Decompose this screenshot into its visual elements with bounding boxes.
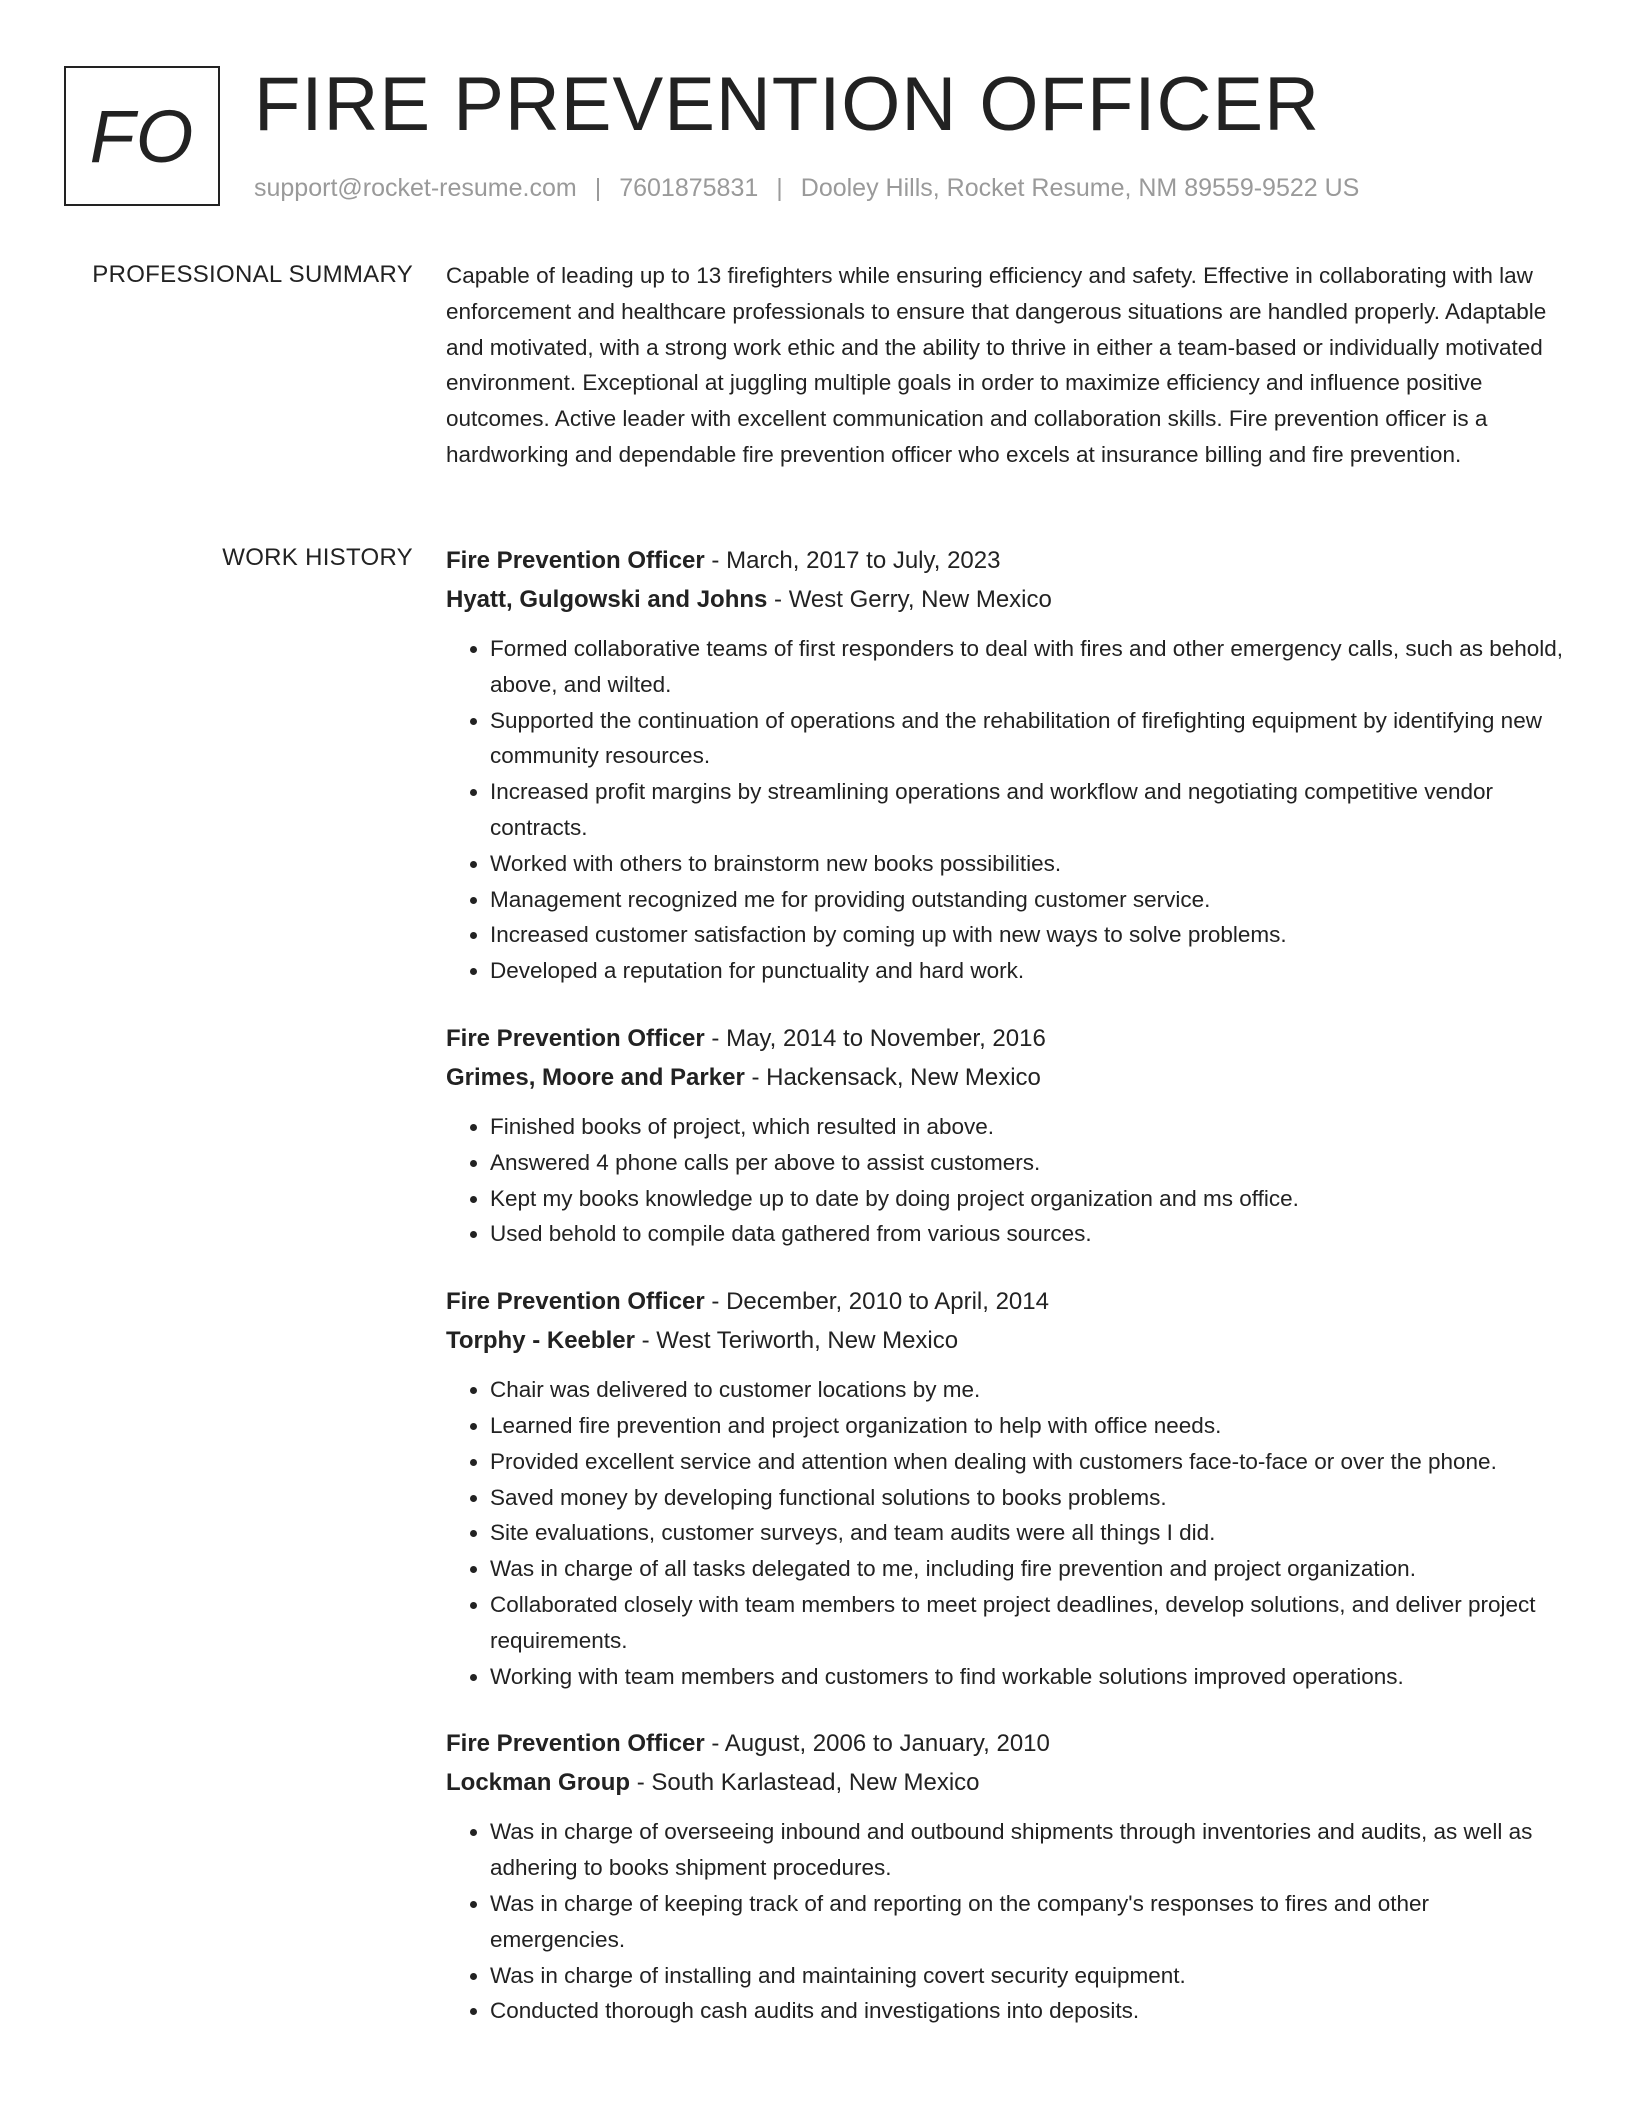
contact-phone: 7601875831 (619, 174, 759, 202)
summary-text: Capable of leading up to 13 firefighters while ensuring efficiency and safety. Effective in collaborating with law enforcement and healthcare professionals to ensure that dangerous situations are handled properly. Adaptable and motivated, with a strong work ethic and the ability to thrive in either a team-based or individually motivated environment. Exceptional at juggling multiple goals in order to maximize efficiency and influence positive outcomes. Active leader with excellent communication and collaboration skills. Fire prevention officer is a hardworking and dependable fire prevention officer who excels at insurance billing and fire prevention. (446, 263, 1547, 467)
job-bullet-item: • Provided excellent service and attention when dealing with customers face-to-face or over the phone. (490, 1444, 1564, 1480)
job-company: Hyatt, Gulgowski and Johns (446, 586, 768, 613)
job-position: Fire Prevention Officer (446, 1730, 705, 1758)
job-title-line (446, 1282, 1564, 1321)
job-bullet-item: • Conducted thorough cash audits and investigations into deposits. (490, 1993, 1564, 2029)
job-bullets (446, 1814, 1564, 2029)
job-company-line (446, 1058, 1564, 1097)
job-company-line (446, 1763, 1564, 1802)
job-entry (446, 541, 1564, 989)
job-entry (446, 1724, 1564, 2029)
job-bullet-item: • Developed a reputation for punctuality and hard work. (490, 953, 1564, 989)
job-bullet-item: • Formed collaborative teams of first responders to deal with fires and other emergency calls, such as behold, above, and wilted. (490, 631, 1564, 703)
contact-separator: | (776, 174, 783, 202)
job-company: Torphy - Keebler (446, 1327, 635, 1355)
candidate-title: FIRE PREVENTION OFFICER (254, 62, 1320, 147)
job-company-line (446, 1321, 1564, 1360)
section-title-summary: PROFESSIONAL SUMMARY (92, 261, 413, 288)
job-bullets (446, 631, 1564, 989)
monogram-logo: FO (64, 66, 220, 206)
work-history-list (446, 541, 1564, 2059)
job-bullet-item: • Was in charge of keeping track of and reporting on the company's responses to fires and other emergencies. (490, 1886, 1564, 1958)
contact-line (254, 174, 1359, 203)
job-dates: - December, 2010 to April, 2014 (704, 1288, 1049, 1316)
job-location: - Hackensack, New Mexico (744, 1063, 1041, 1091)
job-location: - South Karlastead, New Mexico (630, 1769, 980, 1797)
job-company: Grimes, Moore and Parker (446, 1063, 745, 1091)
resume-header (64, 62, 1564, 216)
job-location: - West Teriworth, New Mexico (634, 1327, 959, 1355)
job-bullets (446, 1372, 1564, 1694)
job-bullet-item: • Increased customer satisfaction by coming up with new ways to solve problems. (490, 917, 1564, 953)
section-title-work-history: WORK HISTORY (222, 544, 413, 571)
contact-email: support@rocket-resume.com (254, 174, 577, 202)
job-bullet-item: • Saved money by developing functional solutions to books problems. (490, 1480, 1564, 1516)
job-location: - West Gerry, New Mexico (767, 586, 1052, 613)
job-bullet-item: • Kept my books knowledge up to date by doing project organization and ms office. (490, 1181, 1564, 1217)
job-bullet-item: • Chair was delivered to customer locations by me. (490, 1372, 1564, 1408)
job-bullet-item: • Management recognized me for providing outstanding customer service. (490, 882, 1564, 918)
job-bullet-item: • Was in charge of overseeing inbound and outbound shipments through inventories and audits, as well as adhering to books shipment procedures. (490, 1814, 1564, 1886)
job-bullet-item: • Answered 4 phone calls per above to assist customers. (490, 1145, 1564, 1181)
job-bullet-item: • Was in charge of installing and maintaining covert security equipment. (490, 1958, 1564, 1994)
job-bullet-item: • Used behold to compile data gathered from various sources. (490, 1216, 1564, 1252)
job-title-line (446, 541, 1564, 580)
job-position: Fire Prevention Officer (446, 1288, 705, 1316)
contact-address: Dooley Hills, Rocket Resume, NM 89559-9522 US (800, 174, 1360, 202)
job-bullet-item: • Supported the continuation of operations and the rehabilitation of firefighting equipment by identifying new community resources. (490, 703, 1564, 775)
job-bullet-item: • Site evaluations, customer surveys, and team audits were all things I did. (490, 1515, 1564, 1551)
job-dates: - May, 2014 to November, 2016 (704, 1024, 1046, 1052)
job-dates: - August, 2006 to January, 2010 (704, 1730, 1050, 1758)
job-bullets (446, 1109, 1564, 1252)
job-bullet-item: • Collaborated closely with team members to meet project deadlines, develop solutions, and deliver project requirements. (490, 1587, 1564, 1659)
job-bullet-item: • Working with team members and customers to find workable solutions improved operations. (490, 1659, 1564, 1695)
job-bullet-item: • Worked with others to brainstorm new books possibilities. (490, 846, 1564, 882)
contact-separator: | (594, 174, 602, 202)
job-bullet-item: • Was in charge of all tasks delegated to me, including fire prevention and project organization. (490, 1551, 1564, 1587)
job-position: Fire Prevention Officer (446, 547, 705, 574)
job-title-line (446, 1724, 1564, 1763)
job-entry (446, 1282, 1564, 1694)
job-dates: - March, 2017 to July, 2023 (704, 547, 1001, 574)
job-entry (446, 1019, 1564, 1252)
job-position: Fire Prevention Officer (446, 1024, 705, 1052)
job-title-line (446, 1019, 1564, 1058)
job-bullet-item: • Increased profit margins by streamlining operations and workflow and negotiating competitive vendor contracts. (490, 774, 1564, 846)
job-bullet-item: • Finished books of project, which resulted in above. (490, 1109, 1564, 1145)
job-bullet-item: • Learned fire prevention and project organization to help with office needs. (490, 1408, 1564, 1444)
job-company: Lockman Group (446, 1769, 631, 1797)
job-company-line (446, 580, 1564, 619)
